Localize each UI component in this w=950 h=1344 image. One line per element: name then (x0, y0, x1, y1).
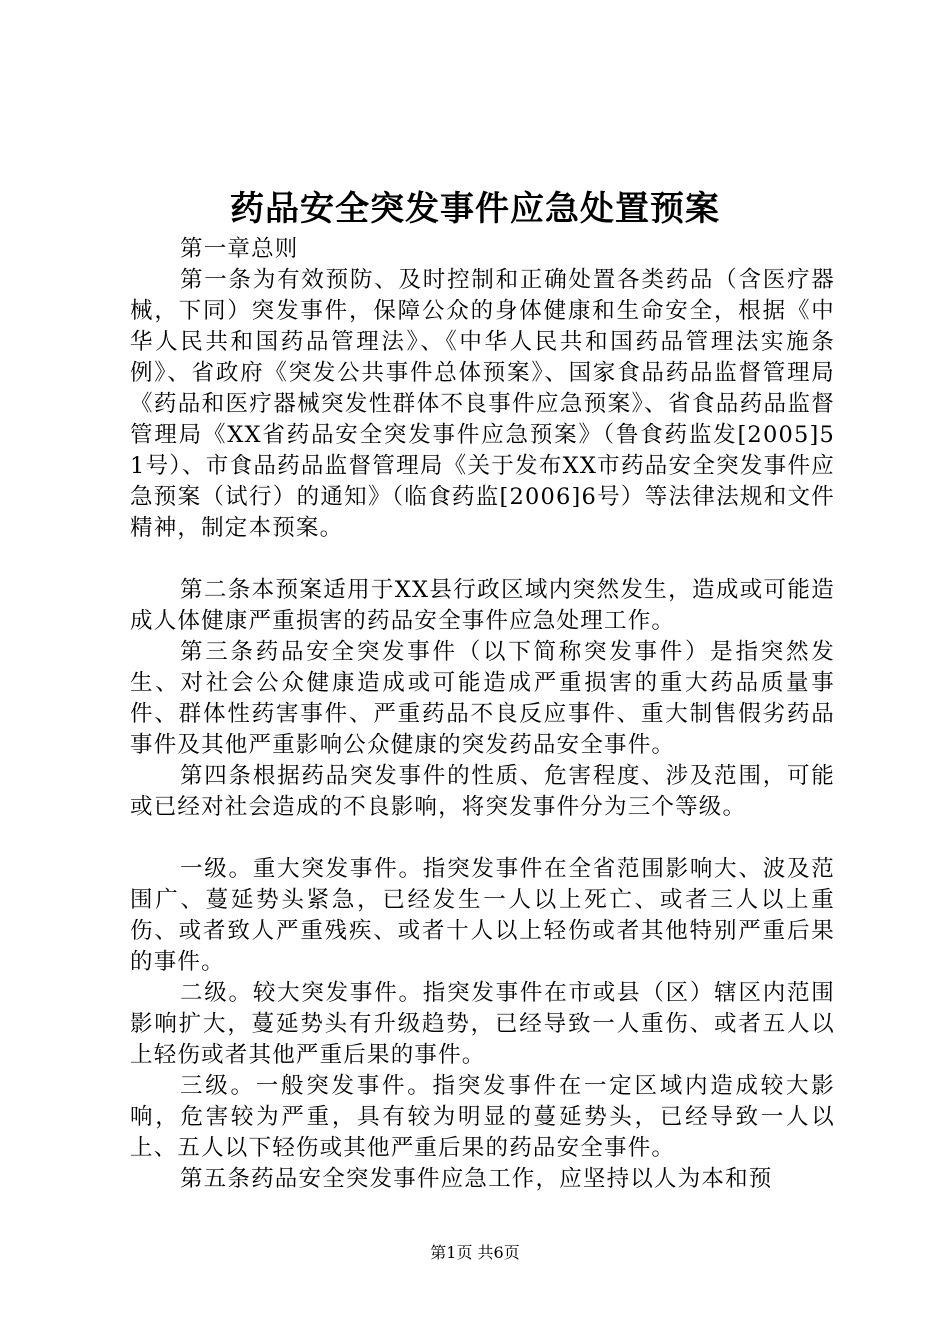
article-2-paragraph: 第二条本预案适用于XX县行政区域内突然发生，造成或可能造成人体健康严重损害的药品安全事件应急处理工作。 (130, 577, 835, 634)
article-1-paragraph: 第一条为有效预防、及时控制和正确处置各类药品（含医疗器械，下同）突发事件，保障公众的身体健康和生命安全，根据《中华人民共和国药品管理法》、《中华人民共和国药品管理法实施条例》、省政府《突发公共事件总体预案》、国家食品药品监督管理局《药品和医疗器械突发性群体不良事件应急预案》、省食品药品监督管理局《XX省药品安全突发事件应急预案》（鲁食药监发[2005]51号）、市食品药品监督管理局《关于发布XX市药品安全突发事件应急预案（试行）的通知》（临食药监[2006]6号）等法律法规和文件精神，制定本预案。 (130, 267, 835, 541)
chapter-heading: 第一章总则 (180, 236, 299, 262)
article-5-paragraph: 第五条药品安全突发事件应急工作，应坚持以人为本和预 (180, 1166, 773, 1192)
level-1-paragraph: 一级。重大突发事件。指突发事件在全省范围影响大、波及范围广、蔓延势头紧急，已经发生一人以上死亡、或者三人以上重伤、或者致人严重残疾、或者十人以上轻伤或者其他特别严重后果的事件。 (130, 856, 835, 975)
document-title: 药品安全突发事件应急处置预案 (230, 189, 720, 229)
article-4-paragraph: 第四条根据药品突发事件的性质、危害程度、涉及范围，可能或已经对社会造成的不良影响，将突发事件分为三个等级。 (130, 763, 835, 820)
document-body (130, 234, 835, 1195)
page-number-footer: 第1页 共6页 (430, 1243, 520, 1262)
level-2-paragraph: 二级。较大突发事件。指突发事件在市或县（区）辖区内范围影响扩大，蔓延势头有升级趋势，已经导致一人重伤、或者五人以上轻伤或者其他严重后果的事件。 (130, 980, 835, 1068)
level-3-paragraph: 三级。一般突发事件。指突发事件在一定区域内造成较大影响，危害较为严重，具有较为明显的蔓延势头，已经导致一人以上、五人以下轻伤或其他严重后果的药品安全事件。 (130, 1073, 835, 1161)
article-3-paragraph: 第三条药品安全突发事件（以下简称突发事件）是指突然发生、对社会公众健康造成或可能造成严重损害的重大药品质量事件、群体性药害事件、严重药品不良反应事件、重大制售假劣药品事件及其他严重影响公众健康的突发药品安全事件。 (130, 639, 835, 758)
